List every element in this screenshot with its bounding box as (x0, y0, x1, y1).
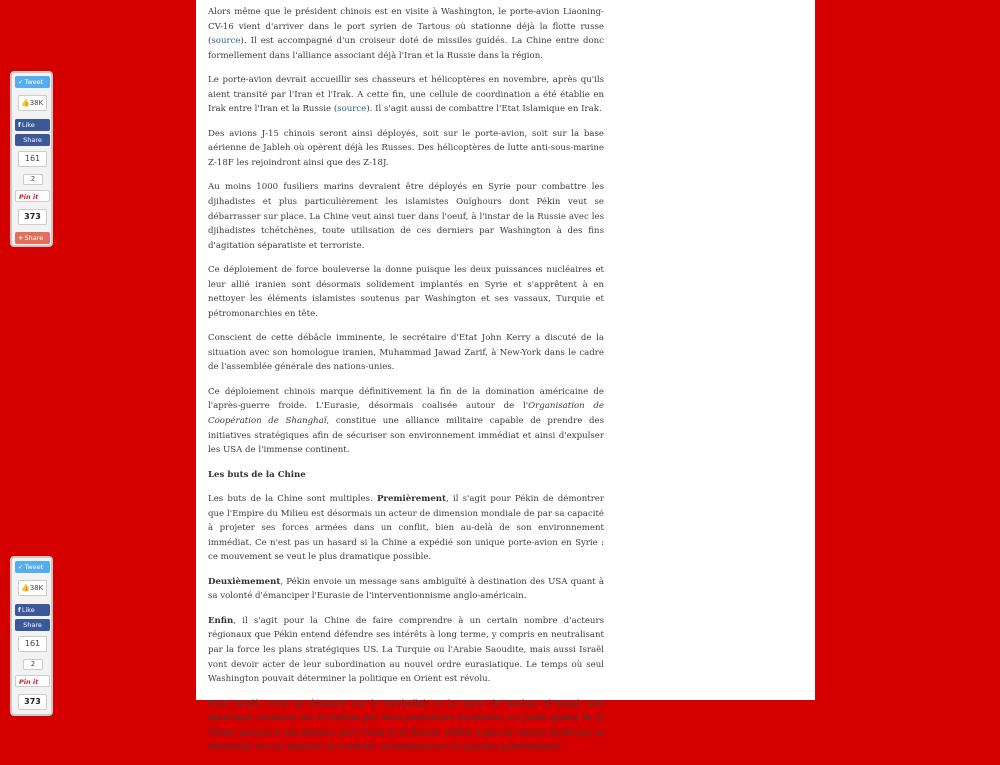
source-link[interactable]: source (337, 104, 367, 115)
article-body (208, 5, 604, 765)
facebook-share-button[interactable]: Share (15, 134, 50, 146)
facebook-count: 161 (18, 636, 47, 652)
facebook-like-button[interactable]: fLike (15, 604, 50, 616)
facebook-count: 161 (18, 151, 47, 167)
paragraph-4: Au moins 1000 fusiliers marins devraient être déployés en Syrie pour combattre les djihadistes et plus particulièrement les islamistes Ouïghours dont Pékin veut se débarrasser sur place. La Chine veut ainsi tuer dans l'oeuf, à l'instar de la Russie avec les djihadistes tchétchènes, toute utilisation de ces derniers par Washington à des fins d'agitation séparatiste et terroriste. (208, 182, 604, 251)
plus-icon: + (18, 234, 24, 242)
pin-count: 2 (23, 174, 43, 185)
pin-count: 2 (23, 659, 43, 670)
source-link[interactable]: source (211, 36, 241, 47)
tweet-button[interactable]: ✓Tweet (15, 76, 50, 88)
tweet-button[interactable]: ✓Tweet (15, 561, 50, 573)
paragraph-2: Le porte-avion devrait accueillir ses chasseurs et hélicoptères en novembre, après qu'ils aient transité par l'Iran et l'Irak. A cette fin, une cellule de coordination a été établie en Irak entre l'Iran et la Russie (source). Il s'agit aussi de combattre l'Etat Islamique en Irak. (208, 75, 604, 115)
paragraph-1: Alors même que le président chinois est en visite à Washington, le porte-avion Liaoning-CV-16 vient d'arriver dans le port syrien de Tartous où stationne déjà la flotte russe (source). Il est accompagné d'un croiseur doté de missiles guidés. La Chine entre donc formellement dans l'alliance associant déjà l'Iran et la Russie dans la région. (208, 7, 604, 61)
bird-icon: ✓ (18, 78, 24, 86)
paragraph-8: Les buts de la Chine sont multiples. Premièrement, il s'agit pour Pékin de démontrer que l'Empire du Milieu est désormais un acteur de dimension mondiale de par sa capacité à projeter ses forces armées dans un conflit, bien au-delà de son environnement immédiat. Ce n'est pas un hasard si la Chine a expédié son unique porte-avion en Syrie : ce mouvement se veut le plus dramatique possible. (208, 494, 604, 563)
thumbs-up-icon: 👍 (21, 584, 30, 592)
thumbs-up-icon: 👍 (21, 99, 30, 107)
total-share-count: 373 (18, 694, 47, 710)
pin-it-button[interactable]: Pin it (15, 675, 50, 687)
facebook-icon: f (18, 121, 21, 129)
share-bar-top (10, 71, 53, 247)
bird-icon: ✓ (18, 563, 24, 571)
share-bar-bottom (10, 556, 53, 716)
paragraph-6: Conscient de cette débâcle imminente, le secrétaire d'Etat John Kerry a discuté de la situation avec son homologue iranien, Muhammad Jawad Zarif, à New-York dans le cadre de l'assemblée générale des nations-unies. (208, 333, 604, 373)
paragraph-9: Deuxièmement, Pékin envoie un message sans ambiguïté à destination des USA quant à sa volonté d'émanciper l'Eurasie de l'interventionnisme anglo-américain. (208, 576, 604, 602)
content-column (196, 0, 815, 753)
total-share-count: 373 (18, 209, 47, 225)
thumbs-count: 👍38K (18, 580, 47, 596)
pin-it-button[interactable]: Pin it (15, 190, 50, 202)
facebook-like-button[interactable]: fLike (15, 119, 50, 131)
paragraph-11: Pour Israël, c'est un désastre car le Hezbollah et la Syrie de Bachar Al-Assad sont désormais soutenus sur le terrain par deux puissances nucléaires. Le poids global de la Chine, associé à son alliance avec l'Iran et la Russie, réduit à peu de choses Israël qui va désormais se voir imposer sa conduite, notamment sur la question palestinienne. (208, 698, 604, 753)
share-button[interactable]: +Share (15, 232, 50, 244)
section-heading: Les buts de la Chine (208, 469, 306, 480)
paragraph-7: Ce déploiement chinois marque définitivement la fin de la domination américaine de l'après-guerre froide. L'Eurasie, désormais coalisée autour de l'Organisation de Coopération de Shanghaï, constitue une alliance militaire capable de prendre des initiatives stratégiques afin de sécuriser son environnement immédiat et ainsi d'expulser les USA de l'immense continent. (208, 386, 604, 456)
facebook-share-button[interactable]: Share (15, 619, 50, 631)
paragraph-3: Des avions J-15 chinois seront ainsi déployés, soit sur le porte-avion, soit sur la base aérienne de Jableh où opèrent déjà les Russes. Des hélicoptères de lutte anti-sous-marine Z-18F les rejoindront ainsi que des Z-18J. (208, 128, 604, 168)
paragraph-10: Enfin, il s'agit pour la Chine de faire comprendre à un certain nombre d'acteurs régionaux que Pékin entend défendre ses intérêts à long terme, y compris en neutralisant par la force les plans stratégiques US. La Turquie ou l'Arabie Saoudite, mais aussi Israël vont devoir acter de leur subordination au nouvel ordre eurasiatique. Le temps où seul Washington pouvait déterminer la politique en Orient est révolu. (208, 615, 604, 685)
facebook-icon: f (18, 606, 21, 614)
thumbs-count: 👍38K (18, 95, 47, 111)
paragraph-5: Ce déploiement de force bouleverse la donne puisque les deux puissances nucléaires et leur allié iranien sont désormais solidement implantés en Syrie et s'apprêtent à en nettoyer les éléments islamistes soutenus par Washington et ses vassaux, Turquie et pétromonarchies en tête. (208, 265, 604, 319)
